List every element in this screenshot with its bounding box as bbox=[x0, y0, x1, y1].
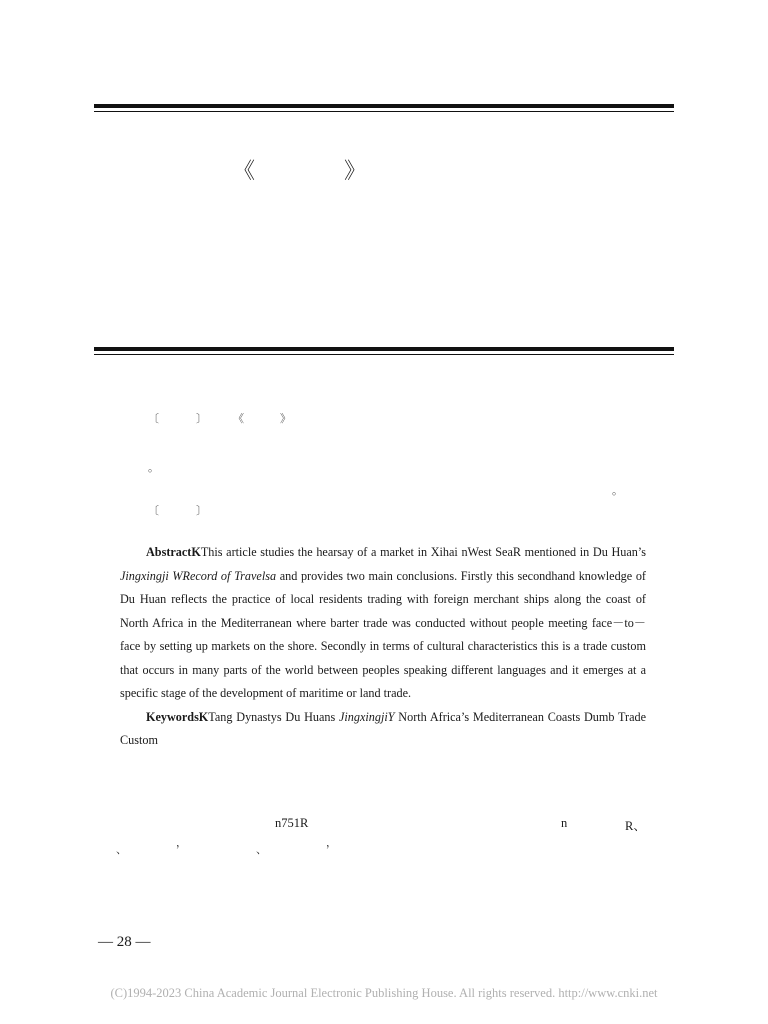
cn-abstract-book-close: 》 bbox=[280, 413, 291, 425]
body-fragment: n bbox=[561, 816, 568, 830]
abstract-label: AbstractK bbox=[146, 545, 201, 559]
abstract-text: and provides two main conclusions. Firstly this secondhand knowledge of Du Huan reflects the practice of local residents trading with foreign merchant ships along the coast of North Africa in the Mediterranean where barter trade was conducted without people meeting face－to－face by setting up markets on the shore. Secondly in terms of cultural characteristics this is a trade custom that occurs in many parts of the world between peoples speaking different languages and it emerges at a specific stage of the development of maritime or land trade. bbox=[120, 568, 646, 700]
body-punct: ， bbox=[176, 837, 187, 849]
keywords-italic: JingxingjiY bbox=[339, 709, 395, 724]
cn-abstract-period: 。 bbox=[148, 462, 159, 474]
cn-abstract-paren-open: 〔 bbox=[148, 413, 159, 425]
english-abstract bbox=[120, 541, 646, 753]
keywords-text: North Africa’s Mediterranean Coasts Dumb Trade Custom bbox=[120, 709, 646, 747]
cn-abstract-book-open: 《 bbox=[233, 413, 244, 425]
cn-keywords-paren-close: 〕 bbox=[196, 505, 207, 517]
abstract-book-title: Jingxingji WRecord of Travelsa bbox=[120, 568, 277, 583]
title-close-bracket: 》 bbox=[344, 158, 367, 183]
body-punct: 、 bbox=[256, 844, 267, 856]
page-number: — 28 — bbox=[98, 934, 151, 950]
cn-abstract-period: 。 bbox=[612, 485, 623, 497]
keywords-paragraph bbox=[120, 706, 646, 753]
header-rule bbox=[94, 104, 674, 112]
body-fragment: R、 bbox=[625, 819, 646, 833]
body-punct: 、 bbox=[116, 844, 127, 856]
title-open-bracket: 《 bbox=[233, 158, 256, 183]
body-year-fragment: n751R bbox=[275, 816, 309, 830]
cn-abstract-paren-close: 〕 bbox=[196, 413, 207, 425]
abstract-text: This article studies the hearsay of a market in Xihai nWest SeaR mentioned in Du Huan’s bbox=[200, 545, 646, 559]
cn-keywords-paren-open: 〔 bbox=[148, 505, 159, 517]
abstract-paragraph bbox=[120, 541, 646, 706]
keywords-label: KeywordsK bbox=[146, 709, 209, 724]
keywords-text: Tang Dynastys Du Huans bbox=[208, 709, 339, 724]
copyright-notice: (C)1994-2023 China Academic Journal Electronic Publishing House. All rights reserved. http://www.cnki.net bbox=[110, 986, 658, 1000]
title-block-rule bbox=[94, 347, 674, 355]
body-punct: ， bbox=[326, 837, 337, 849]
